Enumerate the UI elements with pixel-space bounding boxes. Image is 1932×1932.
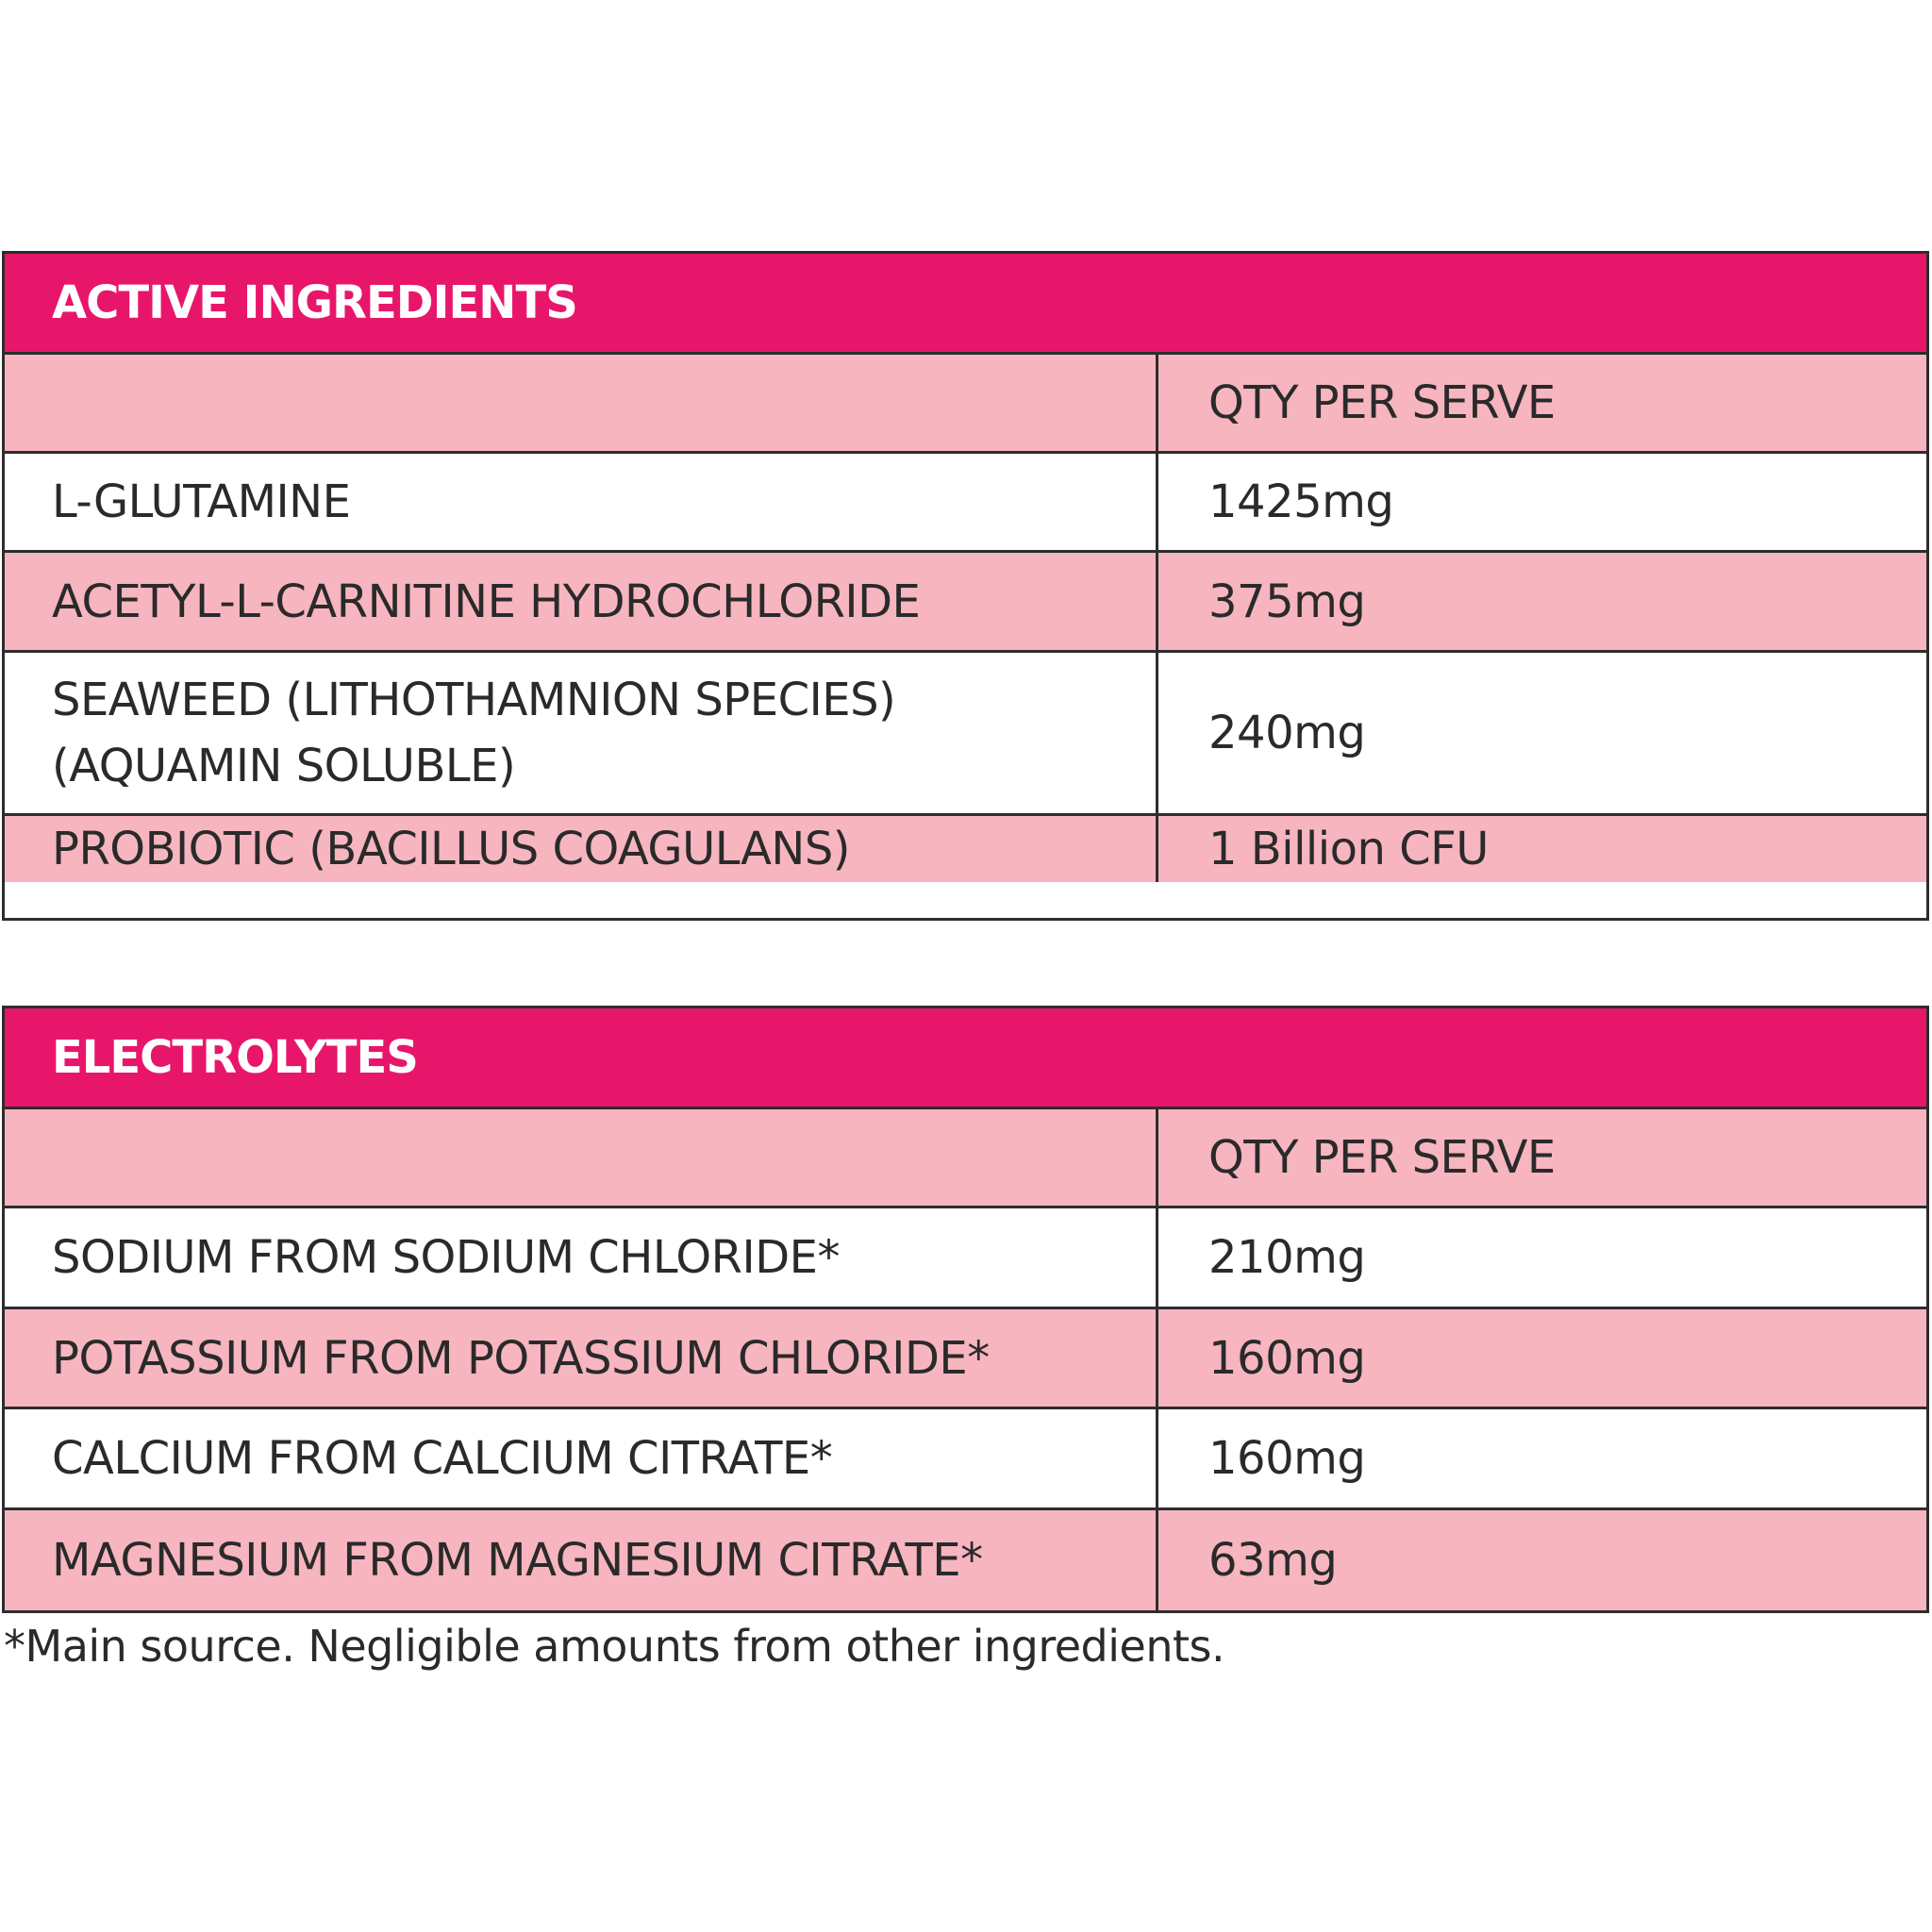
ingredient-qty: 1425mg bbox=[1208, 475, 1394, 528]
ingredient-name bbox=[5, 553, 1158, 650]
electrolyte-name bbox=[5, 1510, 1158, 1610]
table-header-row bbox=[5, 355, 1926, 454]
electrolyte-header-cell bbox=[5, 1109, 1158, 1206]
ingredient-name bbox=[5, 454, 1158, 550]
electrolyte-qty: 63mg bbox=[1208, 1534, 1338, 1587]
electrolyte-qty: 210mg bbox=[1208, 1231, 1366, 1284]
electrolyte-name-text: MAGNESIUM FROM MAGNESIUM CITRATE* bbox=[52, 1534, 983, 1587]
ingredient-qty: 375mg bbox=[1208, 575, 1366, 628]
ingredient-name-text: PROBIOTIC (BACILLUS COAGULANS) bbox=[52, 823, 851, 875]
table-row bbox=[5, 816, 1926, 882]
active-ingredients-title: ACTIVE INGREDIENTS bbox=[5, 254, 1926, 355]
ingredient-qty: 240mg bbox=[1208, 707, 1366, 759]
ingredient-name bbox=[5, 653, 1158, 813]
electrolyte-name-text: SODIUM FROM SODIUM CHLORIDE* bbox=[52, 1231, 840, 1284]
active-ingredients-table bbox=[2, 251, 1929, 921]
ingredient-header-cell bbox=[5, 355, 1158, 451]
electrolyte-name bbox=[5, 1309, 1158, 1407]
table-row bbox=[5, 1309, 1926, 1409]
table-header-row bbox=[5, 1109, 1926, 1208]
table-row bbox=[5, 1409, 1926, 1510]
ingredient-name-line1: SEAWEED (LITHOTHAMNION SPECIES) bbox=[52, 674, 896, 726]
table-row bbox=[5, 454, 1926, 553]
ingredient-qty: 1 Billion CFU bbox=[1208, 823, 1489, 875]
electrolyte-name-text: POTASSIUM FROM POTASSIUM CHLORIDE* bbox=[52, 1331, 990, 1385]
electrolytes-title: ELECTROLYTES bbox=[5, 1008, 1926, 1109]
qty-header: QTY PER SERVE bbox=[1208, 376, 1556, 429]
ingredient-name-line2: (AQUAMIN SOLUBLE) bbox=[52, 740, 516, 792]
footnote: *Main source. Negligible amounts from other ingredients. bbox=[4, 1621, 1225, 1672]
ingredient-name bbox=[5, 816, 1158, 882]
table-row bbox=[5, 1510, 1926, 1610]
electrolyte-name bbox=[5, 1409, 1158, 1507]
table-row bbox=[5, 653, 1926, 816]
ingredient-name-text: ACETYL-L-CARNITINE HYDROCHLORIDE bbox=[52, 575, 921, 628]
electrolyte-name-text: CALCIUM FROM CALCIUM CITRATE* bbox=[52, 1432, 833, 1485]
electrolyte-qty: 160mg bbox=[1208, 1432, 1366, 1485]
electrolyte-qty: 160mg bbox=[1208, 1331, 1366, 1385]
ingredient-name-text: L-GLUTAMINE bbox=[52, 475, 351, 528]
qty-header: QTY PER SERVE bbox=[1208, 1131, 1556, 1184]
electrolyte-name bbox=[5, 1208, 1158, 1307]
table-row bbox=[5, 1208, 1926, 1309]
table-row bbox=[5, 553, 1926, 653]
electrolytes-table bbox=[2, 1006, 1929, 1613]
